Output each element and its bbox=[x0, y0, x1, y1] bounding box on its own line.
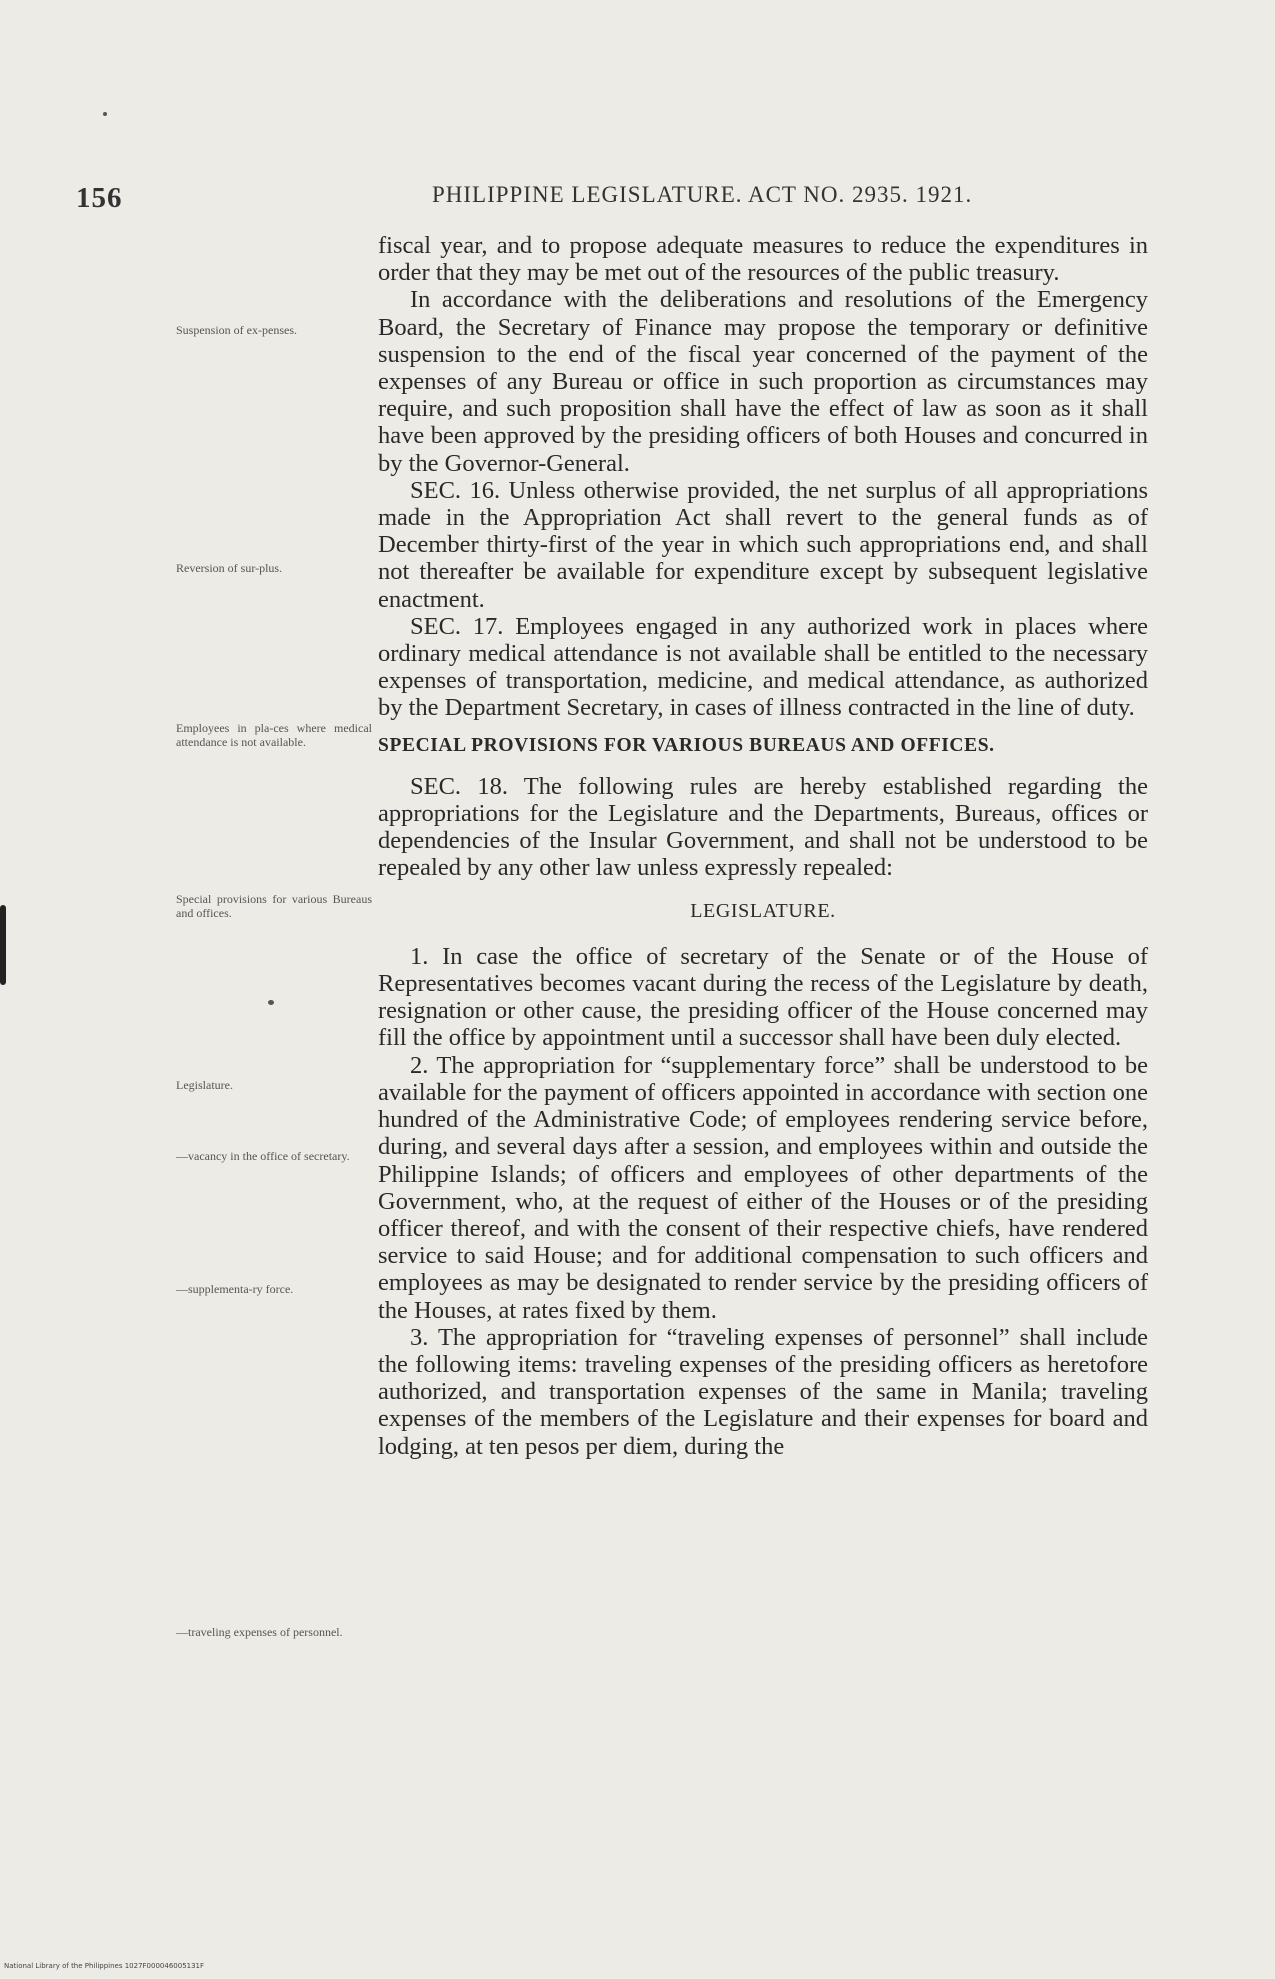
scan-speck bbox=[103, 112, 107, 116]
paragraph-sec-16: SEC. 16. Unless otherwise provided, the net surplus of all appropriations made in the Appropriation Act shall revert to the general funds as of December thirty-first of the year in which such appropriations end, and shall not thereafter be available for expenditure except by subsequent legislative enactment. bbox=[378, 476, 1148, 613]
paragraph-suspension: In accordance with the deliberations and resolutions of the Emergency Board, the Secretary of Finance may propose the temporary or definitive suspension to the end of the fiscal year concerned of the payment of the expenses of any Bureau or office in such proportion as circumstances may require, and such proposition shall have the effect of law as soon as it shall have been approved by the presiding officers of both Houses and concurred in by the Governor-General. bbox=[378, 286, 1148, 477]
paragraph-sec-17: SEC. 17. Employees engaged in any authorized work in places where ordinary medical attendance is not available shall be entitled to the necessary expenses of transportation, medicine, and medical attendance, as authorized by the Department Secretary, in cases of illness contracted in the line of duty. bbox=[378, 612, 1148, 722]
paragraph-sec-18: SEC. 18. The following rules are hereby established regarding the appropriations for the Legislature and the Departments, Bureaus, offices or dependencies of the Insular Government, and shall not be understood to be repealed by any other law unless expressly repealed: bbox=[378, 772, 1148, 882]
scan-speck bbox=[268, 1000, 274, 1005]
paragraph-item-3: 3. The appropriation for “traveling expenses of personnel” shall include the following items: traveling expenses of the presiding officers as heretofore authorized, and transportation expenses of the same in Manila; traveling expenses of the members of the Legislature and their expenses for board and lodging, at ten pesos per diem, during the bbox=[378, 1323, 1148, 1460]
margin-note-employees: Employees in pla-ces where medical attendance is not available. bbox=[176, 721, 372, 749]
subheading-legislature: LEGISLATURE. bbox=[690, 899, 836, 922]
paragraph-fiscal-year: fiscal year, and to propose adequate measures to reduce the expenditures in order that they may be met out of the resources of the public treasury. bbox=[378, 232, 1148, 287]
scan-edge-mark bbox=[0, 905, 6, 985]
paragraph-item-1: 1. In case the office of secretary of the Senate or of the House of Representatives becomes vacant during the recess of the Legislature by death, resignation or other cause, the presiding officer of the House concerned may fill the office by appointment until a successor shall have been duly elected. bbox=[378, 942, 1148, 1052]
section-heading: SPECIAL PROVISIONS FOR VARIOUS BUREAUS AND OFFICES. bbox=[378, 734, 995, 756]
margin-note-traveling: —traveling expenses of personnel. bbox=[176, 1625, 343, 1639]
margin-note-supplementary: —supplementa-ry force. bbox=[176, 1282, 294, 1296]
footer-credit: National Library of the Philippines 1027F000046005131F bbox=[4, 1962, 205, 1970]
margin-note-special-provisions: Special provisions for various Bureaus and offices. bbox=[176, 892, 372, 920]
margin-note-suspension: Suspension of ex-penses. bbox=[176, 323, 297, 337]
margin-note-reversion: Reversion of sur-plus. bbox=[176, 561, 283, 575]
page-number: 156 bbox=[76, 182, 123, 214]
margin-note-legislature: Legislature. bbox=[176, 1078, 233, 1092]
running-head: PHILIPPINE LEGISLATURE. ACT NO. 2935. 1921. bbox=[432, 182, 973, 207]
paragraph-item-2: 2. The appropriation for “supplementary force” shall be understood to be available for the payment of officers appointed in accordance with section one hundred of the Administrative Code; of employees rendering service before, during, and several days after a session, and employees within and outside the Philippine Islands; of officers and employees of other departments of the Government, who, at the request of either of the Houses or of the presiding officer thereof, and with the consent of their respective chiefs, have rendered service to said House; and for additional compensation to such officers and employees as may be designated to render service by the presiding officers of the Houses, at rates fixed by them. bbox=[378, 1051, 1148, 1324]
body-column bbox=[378, 232, 1148, 1460]
margin-note-vacancy: —vacancy in the office of secretary. bbox=[176, 1149, 350, 1163]
